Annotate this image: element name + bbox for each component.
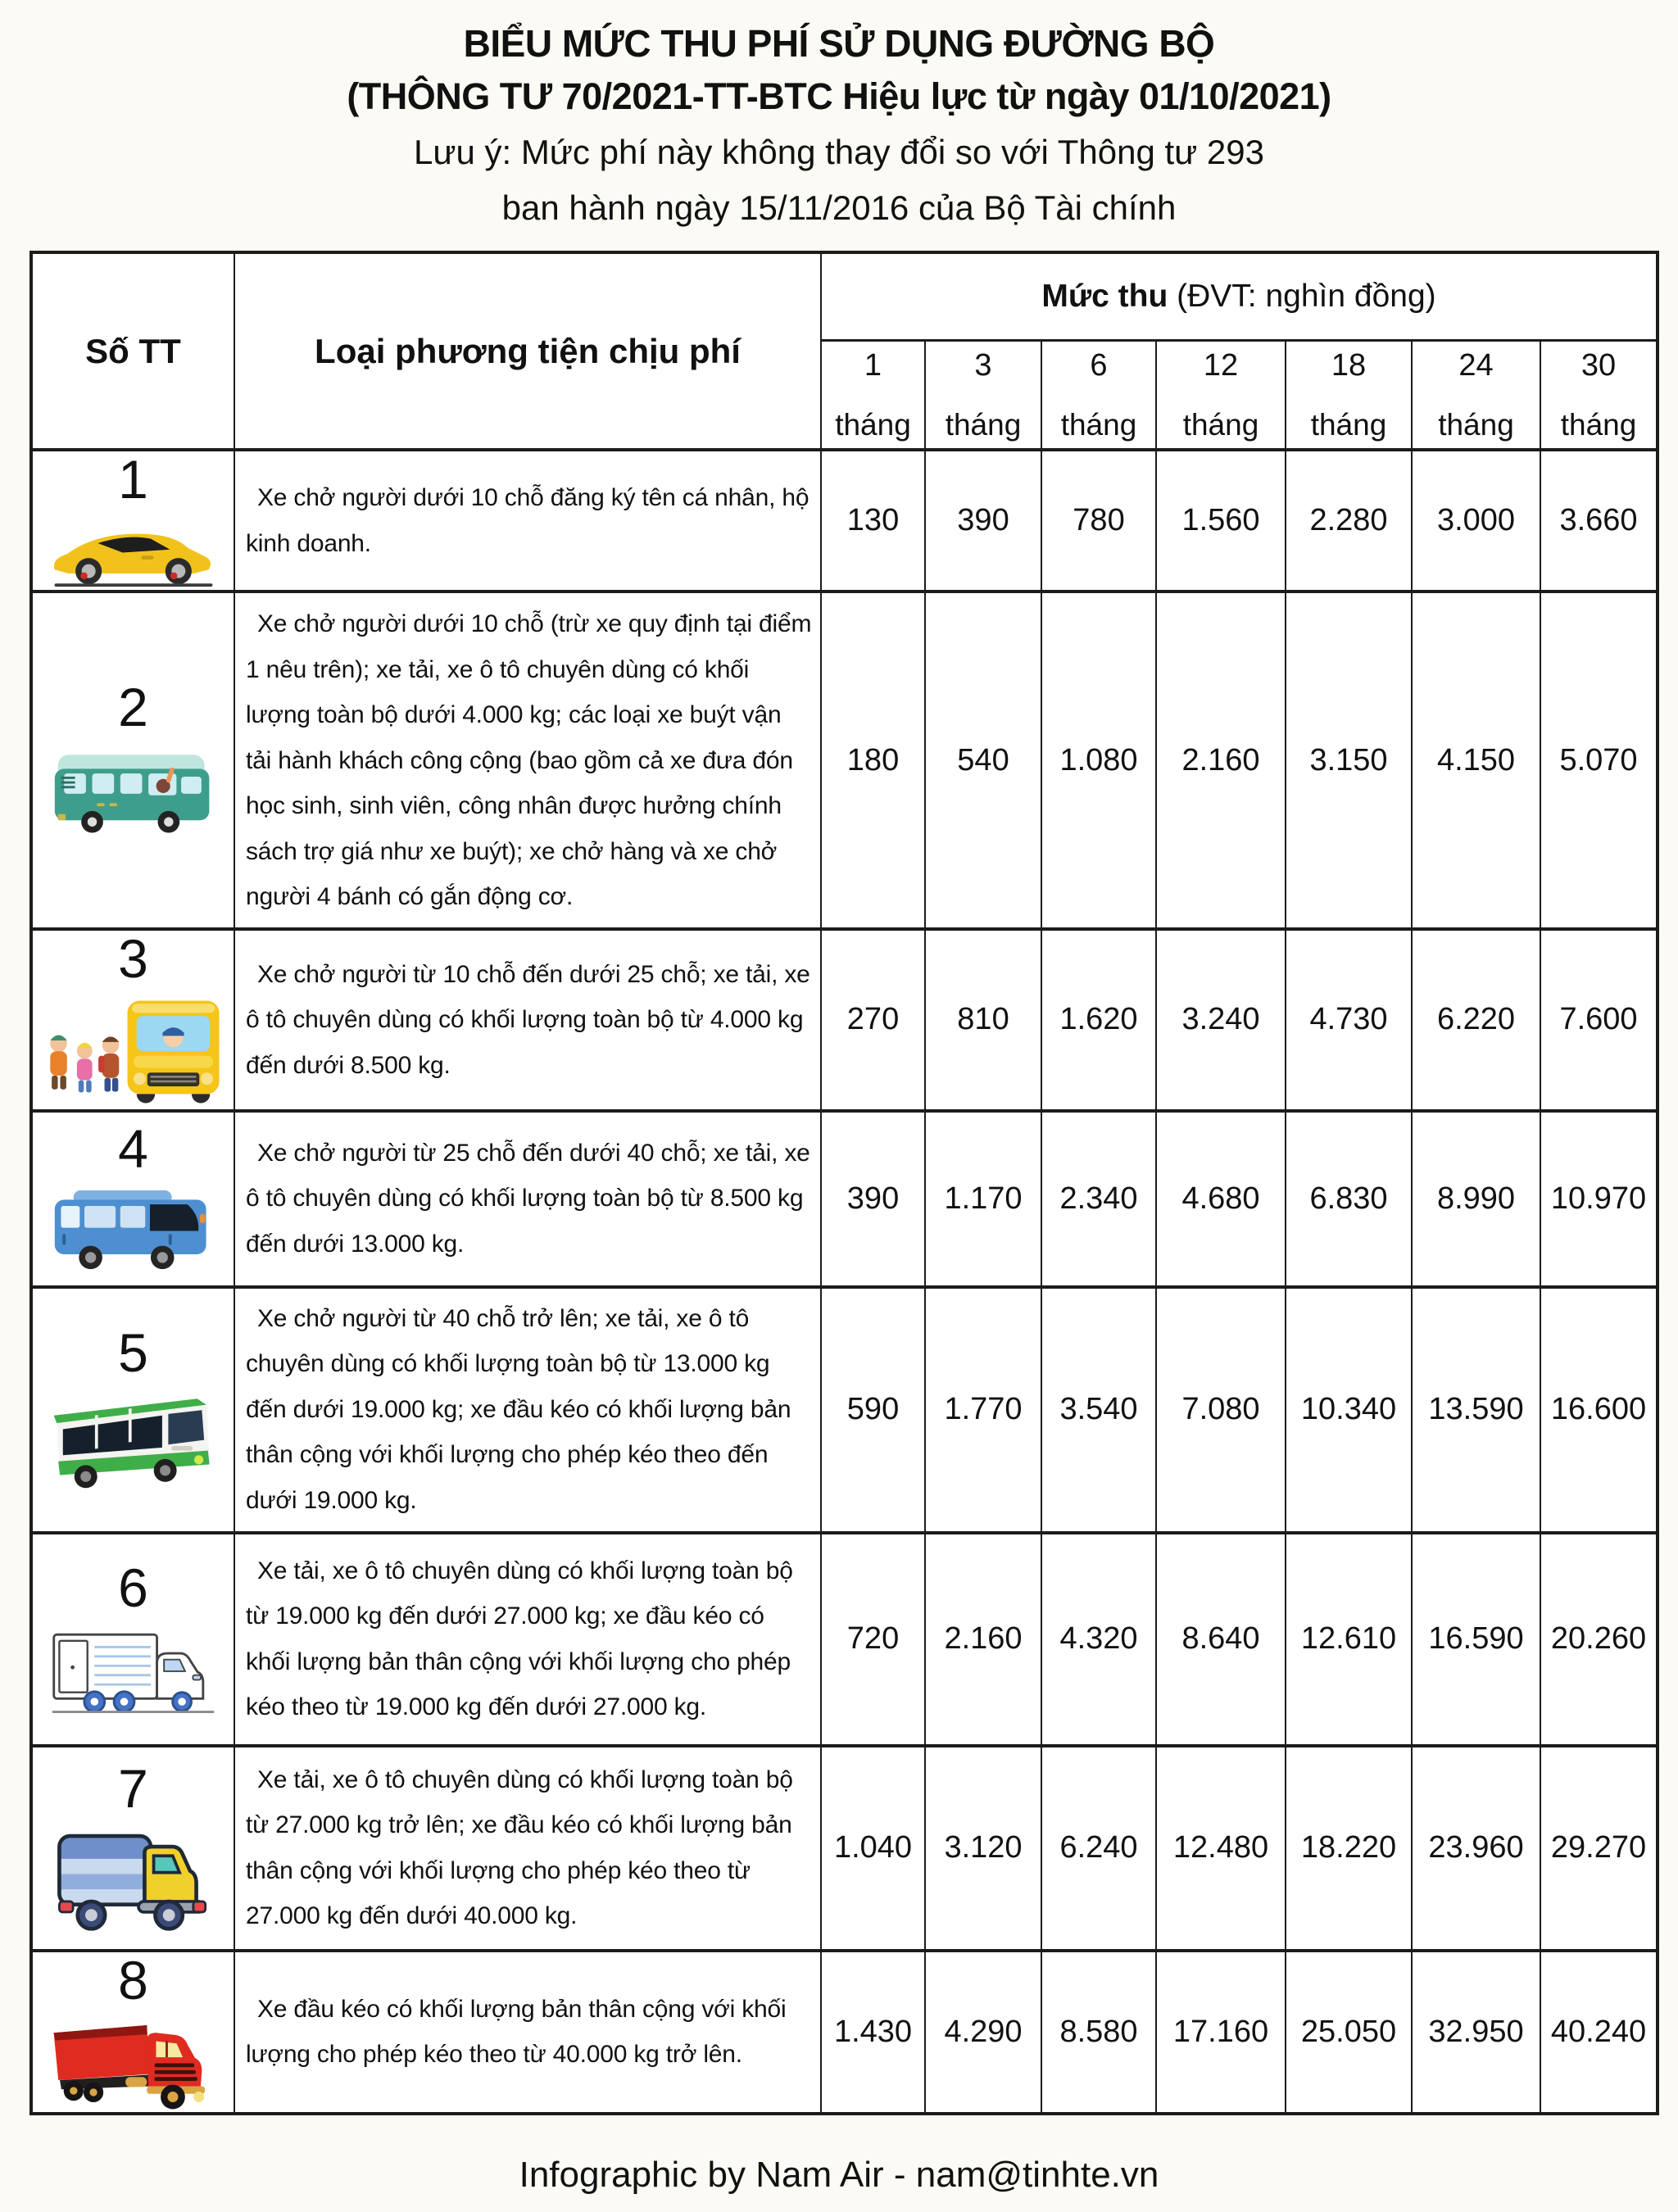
fee-value: 390 xyxy=(925,450,1041,592)
month-header-12 xyxy=(1156,341,1286,451)
city-bus-icon xyxy=(33,1388,234,1494)
month-unit: tháng xyxy=(1310,407,1387,442)
month-number: 3 xyxy=(974,347,992,383)
month-header-24 xyxy=(1412,341,1540,451)
vehicle-description: Xe chở người từ 25 chỗ đến dưới 40 chỗ; xe tải, xe ô tô chuyên dùng có khối lượng toàn bộ từ 8.500 kg đến dưới 13.000 kg. xyxy=(234,1111,821,1287)
row-number: 1 xyxy=(118,449,148,510)
row-number: 2 xyxy=(118,676,148,737)
fee-value: 3.240 xyxy=(1156,929,1286,1110)
note-line-1: Lưu ý: Mức phí này không thay đổi so với Thông tư 293 xyxy=(413,133,1265,171)
column-header-vehicle: Loại phương tiện chịu phí xyxy=(234,252,821,450)
page-title: BIỂU MỨC THU PHÍ SỬ DỤNG ĐƯỜNG BỘ xyxy=(463,22,1215,65)
fee-value: 180 xyxy=(821,592,925,929)
table-row xyxy=(31,929,1658,1110)
fee-value: 130 xyxy=(821,450,925,592)
row-index-cell xyxy=(31,1533,234,1746)
month-header-1 xyxy=(821,341,925,451)
fee-value: 5.070 xyxy=(1540,592,1658,929)
vehicle-description: Xe chở người từ 40 chỗ trở lên; xe tải, xe ô tô chuyên dùng có khối lượng toàn bộ từ 13.000 kg đến dưới 19.000 kg; xe đầu kéo có khối lượng bản thân cộng với khối lượng cho phép kéo theo đến dưới 19.000 kg. xyxy=(234,1287,821,1533)
row-index-cell xyxy=(31,450,234,592)
row-number: 8 xyxy=(118,1949,148,2010)
fee-value: 3.540 xyxy=(1041,1287,1156,1533)
fee-value: 270 xyxy=(821,929,925,1110)
fee-value: 12.610 xyxy=(1286,1533,1412,1746)
row-number: 4 xyxy=(118,1118,148,1180)
fee-value: 2.160 xyxy=(1156,592,1286,929)
fee-value: 6.830 xyxy=(1286,1111,1412,1287)
footer-credit: Infographic by Nam Air - nam@tinhte.vn xyxy=(519,2154,1159,2195)
passenger-van-icon xyxy=(33,742,234,842)
table-row xyxy=(31,1533,1658,1746)
fee-value: 16.600 xyxy=(1540,1287,1658,1533)
fee-value: 3.000 xyxy=(1412,450,1540,592)
fee-value: 540 xyxy=(925,592,1041,929)
vehicle-description: Xe đầu kéo có khối lượng bản thân cộng với khối lượng cho phép kéo theo từ 40.000 kg trở lên. xyxy=(234,1951,821,2114)
month-number: 30 xyxy=(1580,347,1617,383)
table-row xyxy=(31,592,1658,929)
fee-value: 3.120 xyxy=(925,1746,1041,1951)
table-row xyxy=(31,1746,1658,1951)
fee-value: 10.340 xyxy=(1286,1287,1412,1533)
vehicle-description: Xe tải, xe ô tô chuyên dùng có khối lượng toàn bộ từ 27.000 kg trở lên; xe đầu kéo có khối lượng bản thân cộng với khối lượng cho phép kéo theo từ 27.000 kg đến dưới 40.000 kg. xyxy=(234,1746,821,1951)
month-unit: tháng xyxy=(945,407,1022,442)
month-unit: tháng xyxy=(1560,407,1637,442)
fee-value: 1.560 xyxy=(1156,450,1286,592)
fee-value: 1.770 xyxy=(925,1287,1041,1533)
fee-value: 810 xyxy=(925,929,1041,1110)
fee-value: 720 xyxy=(821,1533,925,1746)
fee-value: 18.220 xyxy=(1286,1746,1412,1951)
fee-value: 4.730 xyxy=(1286,929,1412,1110)
fee-value: 29.270 xyxy=(1540,1746,1658,1951)
month-unit: tháng xyxy=(1438,407,1514,442)
fee-value: 7.600 xyxy=(1540,929,1658,1110)
fee-value: 4.680 xyxy=(1156,1111,1286,1287)
fee-value: 1.430 xyxy=(821,1951,925,2114)
fee-value: 23.960 xyxy=(1412,1746,1540,1951)
fee-value: 17.160 xyxy=(1156,1951,1286,2114)
fee-value: 590 xyxy=(821,1287,925,1533)
row-index-cell xyxy=(31,1746,234,1951)
fee-value: 8.640 xyxy=(1156,1533,1286,1746)
vehicle-description: Xe chở người dưới 10 chỗ đăng ký tên cá nhân, hộ kinh doanh. xyxy=(234,450,821,592)
row-index-cell xyxy=(31,1111,234,1287)
vehicle-description: Xe tải, xe ô tô chuyên dùng có khối lượng toàn bộ từ 19.000 kg đến dưới 27.000 kg; xe đầu kéo có khối lượng bản thân cộng với khối lượng cho phép kéo theo từ 19.000 kg đến dưới 27.000 kg. xyxy=(234,1533,821,1746)
fee-value: 40.240 xyxy=(1540,1951,1658,2114)
fee-value: 2.160 xyxy=(925,1533,1041,1746)
month-header-6 xyxy=(1041,341,1156,451)
month-number: 6 xyxy=(1090,347,1108,383)
table-row xyxy=(31,1951,1658,2114)
fee-value: 25.050 xyxy=(1286,1951,1412,2114)
fee-value: 10.970 xyxy=(1540,1111,1658,1287)
fee-value: 1.620 xyxy=(1041,929,1156,1110)
row-number: 3 xyxy=(118,928,148,990)
month-header-3 xyxy=(925,341,1041,451)
month-unit: tháng xyxy=(835,407,911,442)
page-subtitle: (THÔNG TƯ 70/2021-TT-BTC Hiệu lực từ ngày 01/10/2021) xyxy=(347,75,1331,117)
row-number: 6 xyxy=(118,1557,148,1618)
fee-value: 16.590 xyxy=(1412,1533,1540,1746)
fee-value: 32.950 xyxy=(1412,1951,1540,2114)
cargo-truck-icon xyxy=(33,1824,234,1935)
month-number: 24 xyxy=(1458,347,1494,383)
box-truck-icon xyxy=(33,1623,234,1718)
fee-value: 8.990 xyxy=(1412,1111,1540,1287)
fee-value: 1.170 xyxy=(925,1111,1041,1287)
fee-unit-label: (ĐVT: nghìn đồng) xyxy=(1177,279,1436,314)
month-header-30 xyxy=(1540,341,1658,451)
fee-value: 390 xyxy=(821,1111,925,1287)
month-number: 18 xyxy=(1331,347,1367,383)
school-bus-icon xyxy=(33,995,234,1109)
row-index-cell xyxy=(31,1287,234,1533)
column-header-stt: Số TT xyxy=(31,252,234,450)
fee-value: 6.240 xyxy=(1041,1746,1156,1951)
fee-value: 1.080 xyxy=(1041,592,1156,929)
sports-car-icon xyxy=(33,514,234,590)
table-row xyxy=(31,450,1658,592)
month-unit: tháng xyxy=(1060,407,1137,442)
fee-value: 780 xyxy=(1041,450,1156,592)
month-unit: tháng xyxy=(1182,407,1259,442)
column-header-fee xyxy=(821,252,1658,341)
month-number: 12 xyxy=(1203,347,1239,383)
fee-header-label: Mức thu xyxy=(1041,279,1168,314)
fee-value: 4.150 xyxy=(1412,592,1540,929)
title-block xyxy=(0,0,1678,228)
fee-value: 13.590 xyxy=(1412,1287,1540,1533)
vehicle-description: Xe chở người từ 10 chỗ đến dưới 25 chỗ; xe tải, xe ô tô chuyên dùng có khối lượng toàn bộ từ 4.000 kg đến dưới 8.500 kg. xyxy=(234,929,821,1110)
fee-value: 20.260 xyxy=(1540,1533,1658,1746)
vehicle-description: Xe chở người dưới 10 chỗ (trừ xe quy định tại điểm 1 nêu trên); xe tải, xe ô tô chuyên dùng có khối lượng toàn bộ dưới 4.000 kg; các loại xe buýt vận tải hành khách công cộng (bao gồm cả xe đưa đón học sinh, sinh viên, công nhân được hưởng chính sách trợ giá như xe buýt); xe chở hàng và xe chở người 4 bánh có gắn động cơ. xyxy=(234,592,821,929)
semi-truck-icon xyxy=(33,2015,234,2112)
row-number: 5 xyxy=(118,1321,148,1383)
row-number: 7 xyxy=(118,1757,148,1819)
fee-value: 2.280 xyxy=(1286,450,1412,592)
fee-value: 12.480 xyxy=(1156,1746,1286,1951)
row-index-cell xyxy=(31,1951,234,2114)
table-row xyxy=(31,1111,1658,1287)
fee-value: 6.220 xyxy=(1412,929,1540,1110)
table-row xyxy=(31,1287,1658,1533)
header-row-top xyxy=(31,252,1658,341)
fee-value: 1.040 xyxy=(821,1746,925,1951)
row-index-cell xyxy=(31,929,234,1110)
fee-value: 2.340 xyxy=(1041,1111,1156,1287)
coach-bus-icon xyxy=(33,1185,234,1276)
fee-value: 8.580 xyxy=(1041,1951,1156,2114)
fee-table xyxy=(29,251,1659,2115)
note-line-2: ban hành ngày 15/11/2016 của Bộ Tài chính xyxy=(501,188,1177,227)
fee-value: 3.150 xyxy=(1286,592,1412,929)
row-index-cell xyxy=(31,592,234,929)
month-header-18 xyxy=(1286,341,1412,451)
fee-value: 4.320 xyxy=(1041,1533,1156,1746)
fee-value: 3.660 xyxy=(1540,450,1658,592)
fee-value: 4.290 xyxy=(925,1951,1041,2114)
fee-value: 7.080 xyxy=(1156,1287,1286,1533)
month-number: 1 xyxy=(864,347,882,383)
